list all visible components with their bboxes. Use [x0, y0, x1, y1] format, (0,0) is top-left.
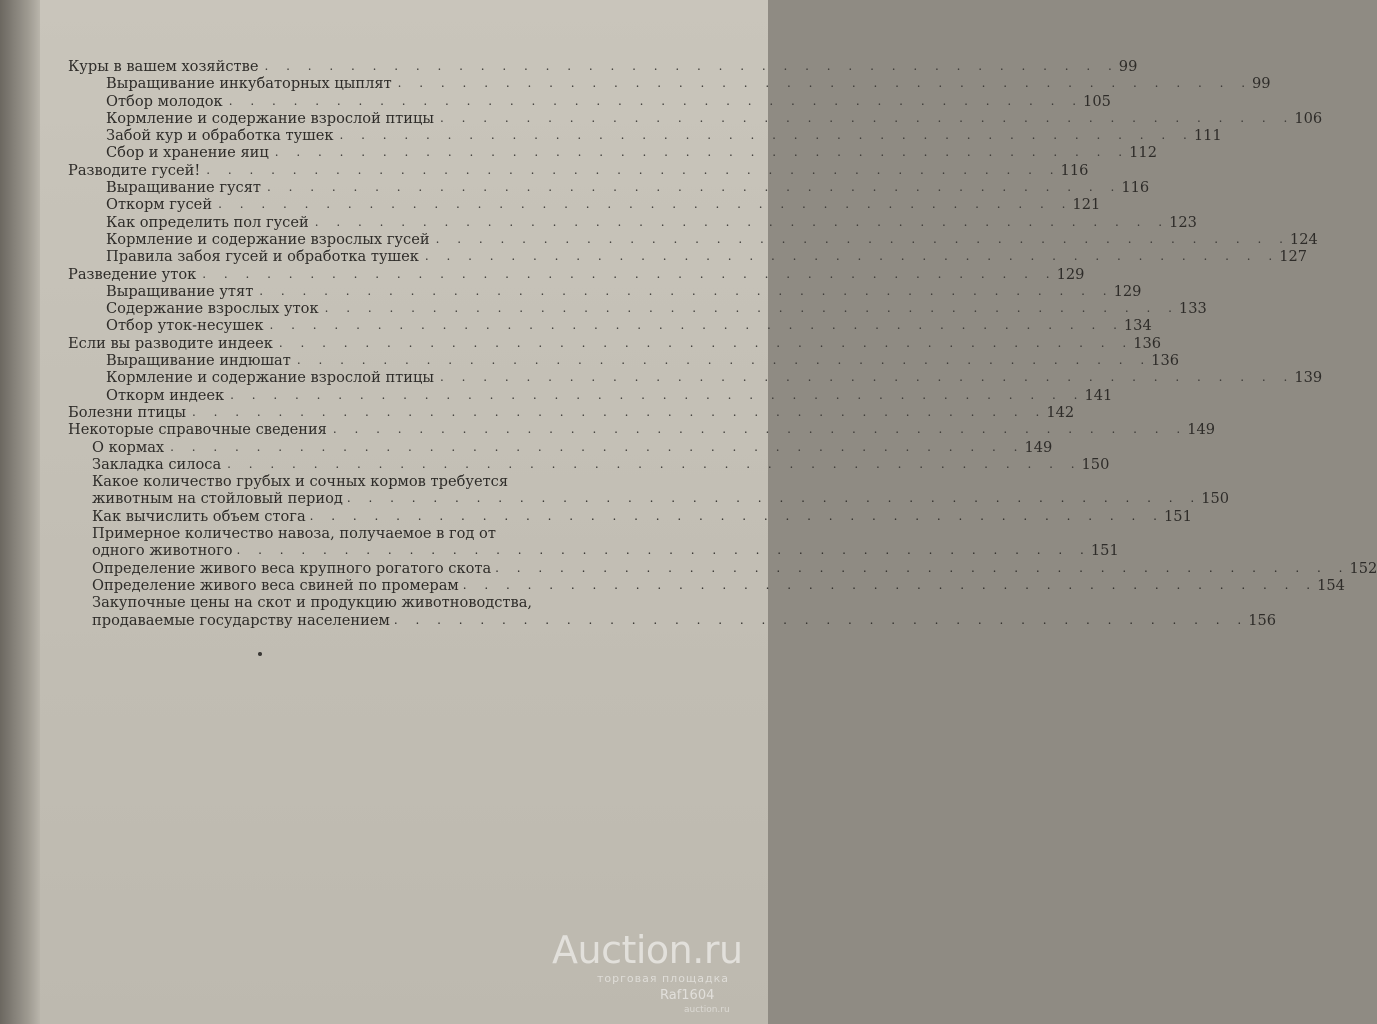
toc-entry — [68, 196, 1101, 214]
toc-leader-dots: . . . . . . . . . . . . . . . . . . . . . . . . . . . . . . . . . . . . . . . . — [170, 439, 1025, 454]
toc-entry-title: Закладка силоса — [92, 455, 222, 473]
toc-entry — [68, 127, 1222, 145]
toc-leader-dots: . . . . . . . . . . . . . . . . . . . . . . . . . . . . . . . . . . . . . . . . — [259, 283, 1114, 298]
toc-entry-page: 134 — [1123, 317, 1152, 335]
toc-entry-title: Определение живого веса крупного рогатого скота — [92, 559, 492, 577]
toc-entry — [68, 248, 1308, 266]
toc-entry-page: 150 — [1081, 455, 1110, 473]
toc-entry-title: Выращивание индюшат — [106, 352, 291, 370]
toc-entry-page: 112 — [1129, 144, 1157, 162]
toc-entry — [68, 230, 1318, 248]
toc-leader-dots: . . . . . . . . . . . . . . . . . . . . . . . . . . . . . . . . . . . . . . . . — [462, 577, 1318, 592]
toc-entry-title: Кормление и содержание взрослой птицы — [106, 369, 434, 387]
toc-entry — [68, 161, 1089, 179]
toc-entry-page: 105 — [1083, 92, 1111, 110]
toc-leader-dots: . . . . . . . . . . . . . . . . . . . . . . . . . . . . . . . . . . . . . . . . — [192, 404, 1047, 419]
toc-entry — [68, 334, 1162, 352]
toc-entry-page: 99 — [1252, 75, 1271, 93]
toc-entry-title: Выращивание гусят — [106, 179, 262, 197]
toc-entry-multiline — [68, 559, 1377, 577]
toc-entry-page: 123 — [1169, 213, 1197, 231]
toc-entry-page: 150 — [1201, 490, 1230, 508]
toc-entry-page: 106 — [1294, 109, 1323, 127]
toc-entry-multiline — [68, 594, 1277, 629]
toc-entry — [68, 213, 1197, 231]
toc-leader-dots: . . . . . . . . . . . . . . . . . . . . . . . . . . . . . . . . . . . . . . . . — [324, 301, 1179, 316]
toc-entry-line — [92, 508, 1164, 525]
toc-entry-page: 156 — [1248, 611, 1277, 629]
toc-entry-title: Куры в вашем хозяйстве — [68, 58, 259, 75]
toc-entry-page: 151 — [1164, 507, 1192, 525]
toc-entry-title: Болезни птицы — [68, 403, 186, 421]
toc-entry-multiline — [68, 576, 1345, 594]
toc-leader-dots: . . . . . . . . . . . . . . . . . . . . . . . . . . . . . . . . . . . . . . . . — [230, 387, 1085, 402]
toc-leader-dots: . . . . . . . . . . . . . . . . . . . . . . . . . . . . . . . . . . . . . . . . — [227, 456, 1082, 471]
toc-entry-page: 133 — [1178, 300, 1207, 318]
toc-entry-line — [92, 490, 1201, 507]
toc-entry-page: 151 — [1090, 542, 1119, 560]
toc-entry-page: 142 — [1046, 403, 1075, 421]
toc-entry-title: Примерное количество навоза, получаемое в год от — [92, 525, 496, 543]
toc-entry — [68, 179, 1150, 197]
toc-entry-multiline — [68, 507, 1192, 525]
toc-entry-multiline — [68, 525, 1119, 560]
toc-entry-title: Если вы разводите индеек — [68, 334, 273, 352]
toc-entry — [68, 438, 1053, 456]
toc-leader-dots: . . . . . . . . . . . . . . . . . . . . . . . . . . . . . . . . . . . . . . . . — [228, 93, 1084, 108]
toc-entry-page: 127 — [1279, 248, 1308, 266]
toc-leader-dots: . . . . . . . . . . . . . . . . . . . . . . . . . . . . . . . . . . . . . . . . — [264, 59, 1119, 73]
toc-entry-line — [92, 473, 1201, 490]
toc-entry — [68, 369, 1323, 387]
toc-entry-title: О кормах — [92, 438, 165, 456]
toc-entry-line — [92, 560, 1349, 577]
toc-entry — [68, 421, 1216, 439]
toc-entry-title: Разводите гусей! — [68, 161, 201, 179]
toc-entry-multiline — [68, 473, 1230, 508]
toc-leader-dots: . . . . . . . . . . . . . . . . . . . . . . . . . . . . . . . . . . . . . . . . — [346, 491, 1202, 506]
toc-leader-dots: . . . . . . . . . . . . . . . . . . . . . . . . . . . . . . . . . . . . . . . . — [296, 353, 1152, 368]
toc-leader-dots: . . . . . . . . . . . . . . . . . . . . . . . . . . . . . . . . . . . . . . . . — [397, 76, 1253, 91]
table-of-contents — [68, 58, 1377, 629]
toc-entry-page: 141 — [1084, 386, 1113, 404]
toc-entry-title: Забой кур и обработка тушек — [106, 127, 334, 145]
toc-entry-page: 111 — [1193, 127, 1222, 145]
toc-leader-dots: . . . . . . . . . . . . . . . . . . . . . . . . . . . . . . . . . . . . . . . . — [393, 612, 1249, 627]
toc-entry — [68, 455, 1110, 473]
toc-entry-title: Как вычислить объем стога — [92, 507, 306, 525]
toc-leader-dots: . . . . . . . . . . . . . . . . . . . . . . . . . . . . . . . . . . . . . . . . — [267, 180, 1122, 195]
toc-entry-title: Отбор уток-несушек — [106, 317, 264, 335]
toc-entry-title: Содержание взрослых уток — [106, 300, 319, 318]
toc-leader-dots: . . . . . . . . . . . . . . . . . . . . . . . . . . . . . . . . . . . . . . . . — [314, 214, 1170, 229]
toc-leader-dots: . . . . . . . . . . . . . . . . . . . . . . . . . . . . . . . . . . . . . . . . — [424, 249, 1280, 264]
toc-entry-title: Закупочные цены на скот и продукцию животноводства, — [92, 594, 533, 612]
toc-entry-page: 99 — [1118, 58, 1138, 75]
toc-entry-line — [92, 542, 1091, 559]
toc-entry-line — [92, 577, 1317, 594]
toc-entry-title: Какое количество грубых и сочных кормов требуется — [92, 473, 509, 491]
toc-leader-dots: . . . . . . . . . . . . . . . . . . . . . . . . . . . . . . . . . . . . . . . . — [439, 370, 1295, 385]
toc-entry — [68, 282, 1142, 300]
toc-entry-title: продаваемые государству населением — [92, 611, 390, 629]
toc-entry-page: 124 — [1289, 230, 1318, 248]
toc-leader-dots: . . . . . . . . . . . . . . . . . . . . . . . . . . . . . . . . . . . . . . . . — [206, 162, 1061, 177]
toc-entry-title: одного животного — [92, 542, 233, 560]
toc-leader-dots: . . . . . . . . . . . . . . . . . . . . . . . . . . . . . . . . . . . . . . . . — [202, 266, 1057, 281]
toc-entry-page: 149 — [1024, 438, 1053, 456]
toc-entry-line — [92, 594, 1248, 611]
toc-leader-dots: . . . . . . . . . . . . . . . . . . . . . . . . . . . . . . . . . . . . . . . . — [435, 231, 1290, 246]
toc-leader-dots: . . . . . . . . . . . . . . . . . . . . . . . . . . . . . . . . . . . . . . . . — [309, 508, 1164, 523]
toc-entry-page: 136 — [1151, 352, 1180, 370]
toc-entry-line — [92, 612, 1248, 629]
toc-leader-dots: . . . . . . . . . . . . . . . . . . . . . . . . . . . . . . . . . . . . . . . . — [332, 422, 1188, 437]
toc-leader-dots: . . . . . . . . . . . . . . . . . . . . . . . . . . . . . . . . . . . . . . . . — [278, 335, 1134, 350]
toc-entry-page: 116 — [1060, 161, 1089, 179]
toc-entry-page: 152 — [1349, 559, 1377, 577]
toc-entry-line — [92, 525, 1091, 542]
toc-entry-title: Сбор и хранение яиц — [106, 144, 269, 162]
toc-entry-page: 136 — [1133, 334, 1162, 352]
toc-entry-title: Некоторые справочные сведения — [68, 421, 327, 439]
watermark-logo: Auction.ru — [552, 928, 743, 972]
toc-entry — [68, 144, 1157, 162]
toc-entry-title: Определение живого веса свиней по промерам — [92, 576, 459, 594]
toc-entry — [68, 265, 1085, 283]
toc-entry-page: 154 — [1317, 576, 1345, 594]
toc-entry — [68, 109, 1323, 127]
toc-entry — [68, 58, 1138, 75]
watermark-subtitle: торговая площадка — [597, 972, 730, 985]
toc-entry-title: Разведение уток — [68, 265, 197, 283]
toc-entry — [68, 317, 1152, 335]
toc-entry — [68, 300, 1207, 318]
toc-entry-title: Отбор молодок — [106, 92, 223, 110]
toc-entry-title: Откорм гусей — [106, 196, 213, 214]
toc-entry-title: Выращивание утят — [106, 282, 254, 300]
toc-entry-page: 129 — [1113, 282, 1142, 300]
toc-leader-dots: . . . . . . . . . . . . . . . . . . . . . . . . . . . . . . . . . . . . . . . . — [269, 318, 1124, 333]
toc-entry-page: 129 — [1056, 265, 1085, 283]
toc-entry-page: 121 — [1072, 196, 1101, 214]
toc-leader-dots: . . . . . . . . . . . . . . . . . . . . . . . . . . . . . . . . . . . . . . . . — [274, 145, 1130, 160]
ink-speck — [258, 652, 262, 656]
toc-entry — [68, 386, 1113, 404]
toc-entry-page: 116 — [1121, 179, 1150, 197]
toc-leader-dots: . . . . . . . . . . . . . . . . . . . . . . . . . . . . . . . . . . . . . . . . — [439, 110, 1295, 125]
watermark-user: Raf1604 — [660, 988, 715, 1003]
book-spine-shadow — [0, 0, 40, 1024]
toc-leader-dots: . . . . . . . . . . . . . . . . . . . . . . . . . . . . . . . . . . . . . . . . — [218, 197, 1073, 212]
toc-entry — [68, 352, 1180, 370]
toc-leader-dots: . . . . . . . . . . . . . . . . . . . . . . . . . . . . . . . . . . . . . . . . — [236, 543, 1091, 558]
toc-entry — [68, 92, 1111, 110]
toc-entry — [68, 75, 1271, 93]
toc-entry-title: Выращивание инкубаторных цыплят — [106, 75, 392, 93]
toc-entry-page: 139 — [1294, 369, 1323, 387]
toc-entry-title: Кормление и содержание взрослых гусей — [106, 230, 430, 248]
watermark-site: auction.ru — [684, 1005, 730, 1015]
toc-entry-title: Кормление и содержание взрослой птицы — [106, 109, 434, 127]
toc-entry — [68, 403, 1075, 421]
toc-entry-title: Как определить пол гусей — [106, 213, 309, 231]
toc-leader-dots: . . . . . . . . . . . . . . . . . . . . . . . . . . . . . . . . . . . . . . . . — [495, 560, 1350, 575]
toc-entry-title: Правила забоя гусей и обработка тушек — [106, 248, 419, 266]
toc-entry-title: Откорм индеек — [106, 386, 225, 404]
toc-entry-title: животным на стойловый период — [92, 490, 343, 508]
toc-leader-dots: . . . . . . . . . . . . . . . . . . . . . . . . . . . . . . . . . . . . . . . . — [339, 128, 1194, 143]
toc-entry-page: 149 — [1187, 421, 1216, 439]
